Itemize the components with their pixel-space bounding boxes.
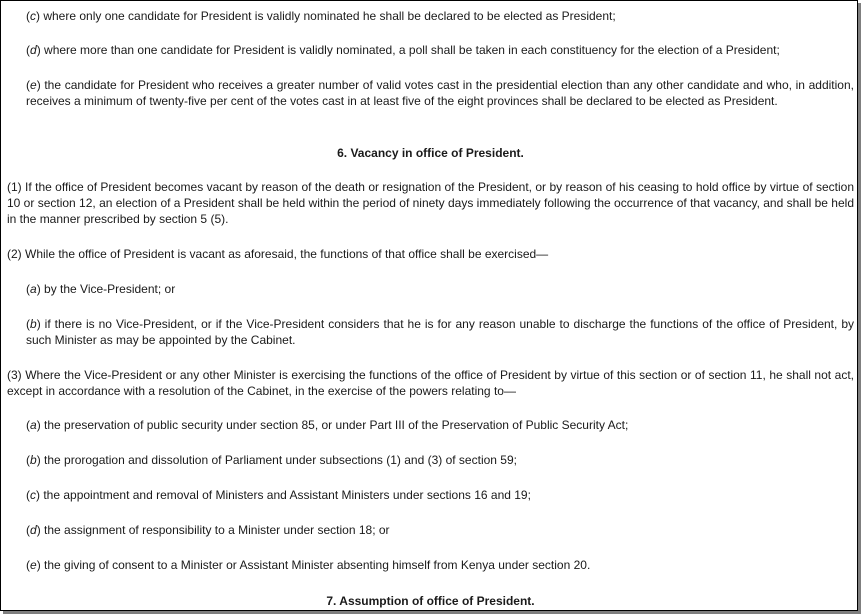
list-item-d: (d) where more than one candidate for President is validly nominated, a poll shall be taken in each constituency for the election of a President; xyxy=(26,43,780,57)
item-text: the candidate for President who receives a greater number of valid votes cast in the presidential election than any other candidate and who, in addition, receives a minimum of twenty-five per cent of the votes cast in at least five of the eight provinces shall be declared to be elected as President. xyxy=(26,78,854,108)
paragraph-3: (3) Where the Vice-President or any other Minister is exercising the functions of the office of President by virtue of this section or of section 11, he shall not act, except in accordance with a resolution of the Cabinet, in the exercise of the powers relating to— xyxy=(7,368,854,398)
item-text: the preservation of public security under section 85, or under Part III of the Preservation of Public Security Act; xyxy=(40,418,629,432)
item-text: the giving of consent to a Minister or Assistant Minister absenting himself from Kenya under section 20. xyxy=(40,558,591,572)
list-item-b: (b) the prorogation and dissolution of Parliament under subsections (1) and (3) of section 59; xyxy=(26,453,517,467)
item-letter: e xyxy=(30,558,37,572)
item-letter: c xyxy=(30,9,36,23)
item-letter: a xyxy=(30,282,37,296)
item-text: by the Vice-President; or xyxy=(40,282,176,296)
list-item-a: (a) by the Vice-President; or xyxy=(26,282,176,296)
item-letter: c xyxy=(30,488,36,502)
list-item-d: (d) the assignment of responsibility to a Minister under section 18; or xyxy=(26,523,390,537)
item-text: where only one candidate for President is validly nominated he shall be declared to be elected as President; xyxy=(40,9,616,23)
item-text: the appointment and removal of Ministers and Assistant Ministers under sections 16 and 19; xyxy=(40,488,531,502)
item-letter: d xyxy=(30,43,37,57)
list-item-c: (c) the appointment and removal of Ministers and Assistant Ministers under sections 16 and 19; xyxy=(26,488,531,502)
item-letter: b xyxy=(30,317,37,331)
item-text: the prorogation and dissolution of Parliament under subsections (1) and (3) of section 59; xyxy=(40,453,517,467)
item-letter: a xyxy=(30,418,37,432)
item-text: the assignment of responsibility to a Minister under section 18; or xyxy=(40,523,390,537)
section-heading-7: 7. Assumption of office of President. xyxy=(326,594,535,608)
list-item-a: (a) the preservation of public security under section 85, or under Part III of the Preservation of Public Security Act; xyxy=(26,418,629,432)
paragraph-1: (1) If the office of President becomes vacant by reason of the death or resignation of the President, or by reason of his ceasing to hold office by virtue of section 10 or section 12, an election of a President shall be held within the period of ninety days immediately following the occurrence of that vacancy, and shall be held in the manner prescribed by section 5 (5). xyxy=(7,180,854,226)
item-text: if there is no Vice-President, or if the Vice-President considers that he is for any reason unable to discharge the functions of the office of President, by such Minister as may be appointed by the Cabinet. xyxy=(26,317,854,347)
item-text: where more than one candidate for President is validly nominated, a poll shall be taken in each constituency for the election of a President; xyxy=(40,43,780,57)
item-letter: d xyxy=(30,523,37,537)
section-heading-6: 6. Vacancy in office of President. xyxy=(337,146,524,160)
list-item-c: (c) where only one candidate for President is validly nominated he shall be declared to be elected as President; xyxy=(26,9,616,23)
item-letter: b xyxy=(30,453,37,467)
list-item-e: (e) the giving of consent to a Minister or Assistant Minister absenting himself from Kenya under section 20. xyxy=(26,558,591,572)
list-item-b: (b) if there is no Vice-President, or if the Vice-President considers that he is for any reason unable to discharge the functions of the office of President, by such Minister as may be appointed by the Cabinet. xyxy=(26,317,854,347)
paragraph-2: (2) While the office of President is vacant as aforesaid, the functions of that office shall be exercised— xyxy=(7,247,549,261)
list-item-e: (e) the candidate for President who receives a greater number of valid votes cast in the presidential election than any other candidate and who, in addition, receives a minimum of twenty-five per cent of the votes cast in at least five of the eight provinces shall be declared to be elected as President. xyxy=(26,78,854,108)
item-letter: e xyxy=(30,78,37,92)
